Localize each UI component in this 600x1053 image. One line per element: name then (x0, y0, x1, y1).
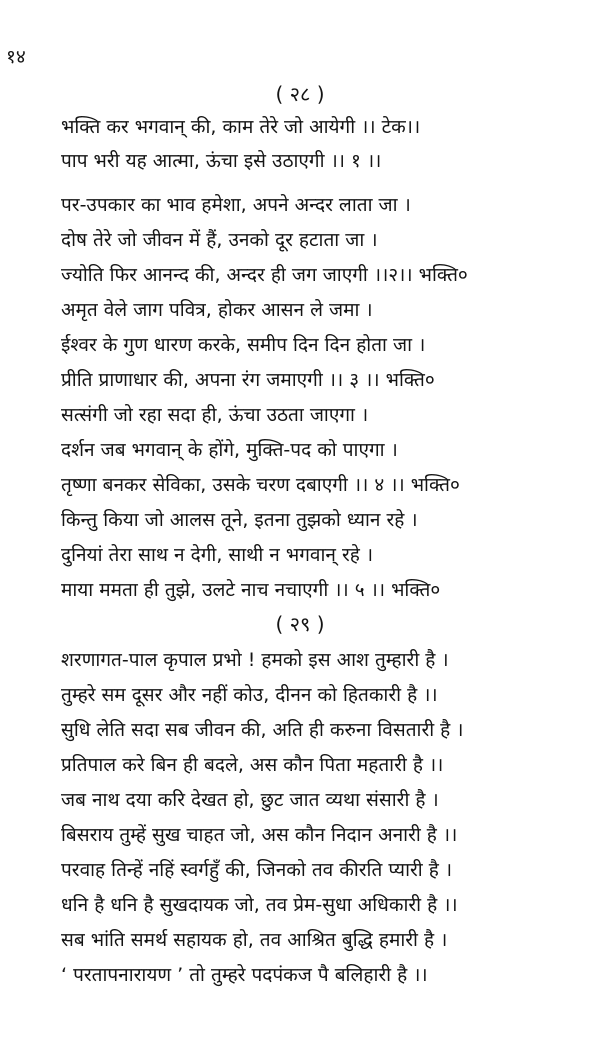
verse-line: ईश्वर के गुण धारण करके, समीप दिन दिन होता जा । (61, 334, 426, 356)
verse-line: ज्योति फिर आनन्द की, अन्दर ही जग जाएगी ।।२।। भक्ति० (61, 264, 468, 286)
verse-line: सब भांति समर्थ सहायक हो, तव आश्रित बुद्धि हमारी है । (61, 929, 448, 951)
poem-heading: ( २९ ) (275, 612, 325, 636)
verse-line: प्रतिपाल करे बिन ही बदले, अस कौन पिता महतारी है ।। (61, 754, 444, 776)
verse-line: दोष तेरे जो जीवन में हैं, उनको दूर हटाता जा । (61, 229, 378, 251)
verse-line: बिसराय तुम्हें सुख चाहत जो, अस कौन निदान अनारी है ।। (61, 824, 458, 846)
verse-line: दुनियां तेरा साथ न देगी, साथी न भगवान् रहे । (61, 544, 374, 566)
verse-line: सुधि लेति सदा सब जीवन की, अति ही करुना विसतारी है । (61, 719, 464, 741)
poem-heading: ( २८ ) (275, 82, 325, 106)
verse-line: पर-उपकार का भाव हमेशा, अपने अन्दर लाता जा । (61, 194, 411, 216)
verse-line: परवाह तिन्हें नहिं स्वर्गहुँ की, जिनको तव कीरति प्यारी है । (61, 859, 453, 881)
verse-line: ‘ परतापनारायण ’ तो तुम्हरे पदपंकज पै बलिहारी है ।। (61, 964, 428, 986)
verse-line: शरणागत-पाल कृपाल प्रभो ! हमको इस आश तुम्हारी है । (61, 649, 449, 671)
verse-line: तृष्णा बनकर सेविका, उसके चरण दबाएगी ।। ४ ।। भक्ति० (61, 474, 460, 496)
verse-line: तुम्हरे सम दूसर और नहीं कोउ, दीनन को हितकारी है ।। (61, 684, 438, 706)
verse-line: माया ममता ही तुझे, उलटे नाच नचाएगी ।। ५ ।। भक्ति० (61, 579, 441, 601)
page-number: १४ (6, 46, 26, 68)
verse-line: किन्तु किया जो आलस तूने, इतना तुझको ध्यान रहे । (61, 509, 418, 531)
verse-line: अमृत वेले जाग पवित्र, होकर आसन ले जमा । (61, 299, 373, 321)
verse-line: भक्ति कर भगवान् की, काम तेरे जो आयेगी ।। टेक।। (61, 116, 421, 138)
verse-line: दर्शन जब भगवान् के होंगे, मुक्ति-पद को पाएगा । (61, 439, 398, 461)
verse-line: प्रीति प्राणाधार की, अपना रंग जमाएगी ।। ३ ।। भक्ति० (61, 369, 435, 391)
verse-line: पाप भरी यह आत्मा, ऊंचा इसे उठाएगी ।। १ ।। (61, 150, 382, 172)
verse-line: धनि है धनि है सुखदायक जो, तव प्रेम-सुधा अधिकारी है ।। (61, 894, 458, 916)
verse-line: सत्संगी जो रहा सदा ही, ऊंचा उठता जाएगा । (61, 404, 369, 426)
verse-line: जब नाथ दया करि देखत हो, छुट जात व्यथा संसारी है । (61, 789, 439, 811)
